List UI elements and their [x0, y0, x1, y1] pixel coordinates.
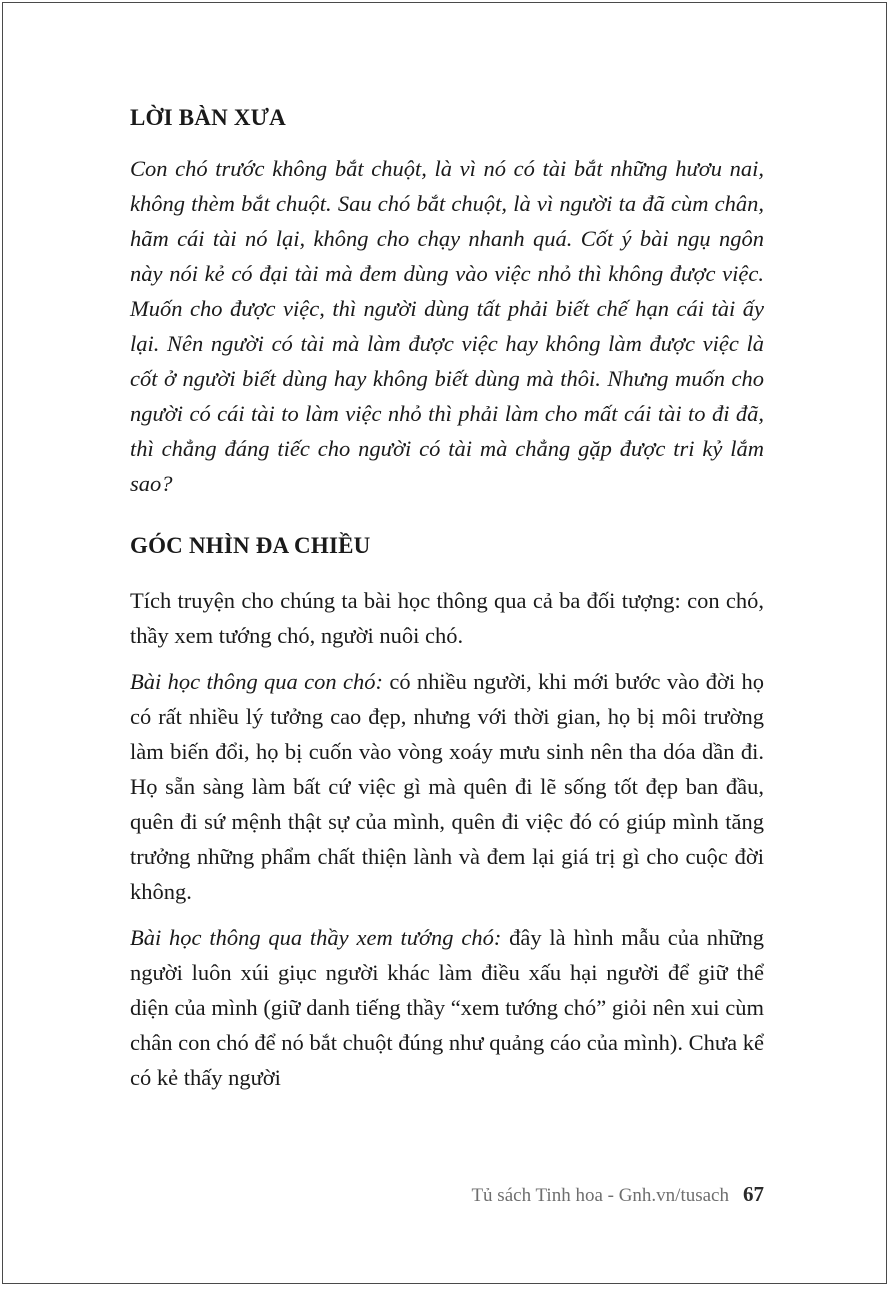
intro-paragraph: Tích truyện cho chúng ta bài học thông qua cả ba đối tượng: con chó, thầy xem tướng chó, người nuôi chó. — [130, 588, 764, 648]
lesson-dog-lead: Bài học thông qua con chó: — [130, 669, 383, 694]
section-heading-loi-ban-xua: LỜI BÀN XƯA — [130, 105, 286, 130]
book-page — [2, 2, 887, 1284]
lesson-fortune-teller-text: đây là hình mẫu của những người luôn xúi giục người khác làm điều xấu hại người để giữ thể diện của mình (giữ danh tiếng thầy “xem tướng chó” giỏi nên xui cùm chân con chó để nó bắt chuột đúng như quảng cáo của mình). Chưa kể có kẻ thấy người — [130, 925, 764, 1090]
lesson-dog-paragraph — [130, 664, 764, 909]
lesson-fortune-teller-paragraph — [130, 920, 764, 1095]
page-footer — [130, 1179, 764, 1211]
lesson-fortune-teller-lead: Bài học thông qua thầy xem tướng chó: — [130, 925, 502, 950]
section-heading-goc-nhin-da-chieu: GÓC NHÌN ĐA CHIỀU — [130, 533, 371, 558]
page-content — [130, 101, 764, 1095]
footer-series: Tủ sách Tinh hoa - Gnh.vn/tusach — [471, 1185, 729, 1206]
commentary-paragraph: Con chó trước không bắt chuột, là vì nó có tài bắt những hươu nai, không thèm bắt chuột. Sau chó bắt chuột, là vì người ta đã cùm chân, hãm cái tài nó lại, không cho chạy nhanh quá. Cốt ý bài ngụ ngôn này nói kẻ có đại tài mà đem dùng vào việc nhỏ thì không được việc. Muốn cho được việc, thì người dùng tất phải biết chế hạn cái tài ấy lại. Nên người có tài mà làm được việc hay không làm được việc là cốt ở người biết dùng hay không biết dùng mà thôi. Nhưng muốn cho người có cái tài to làm việc nhỏ thì phải làm cho mất cái tài to đi đã, thì chẳng đáng tiếc cho người có tài mà chẳng gặp được tri kỷ lắm sao? — [130, 156, 764, 496]
lesson-dog-text: có nhiều người, khi mới bước vào đời họ có rất nhiều lý tưởng cao đẹp, nhưng với thời gian, họ bị môi trường làm biến đổi, họ bị cuốn vào vòng xoáy mưu sinh nên tha dóa dần đi. Họ sẵn sàng làm bất cứ việc gì mà quên đi lẽ sống tốt đẹp ban đầu, quên đi sứ mệnh thật sự của mình, quên đi việc đó có giúp mình tăng trưởng những phẩm chất thiện lành và đem lại giá trị gì cho cuộc đời không. — [130, 669, 764, 904]
page-number: 67 — [743, 1182, 764, 1206]
